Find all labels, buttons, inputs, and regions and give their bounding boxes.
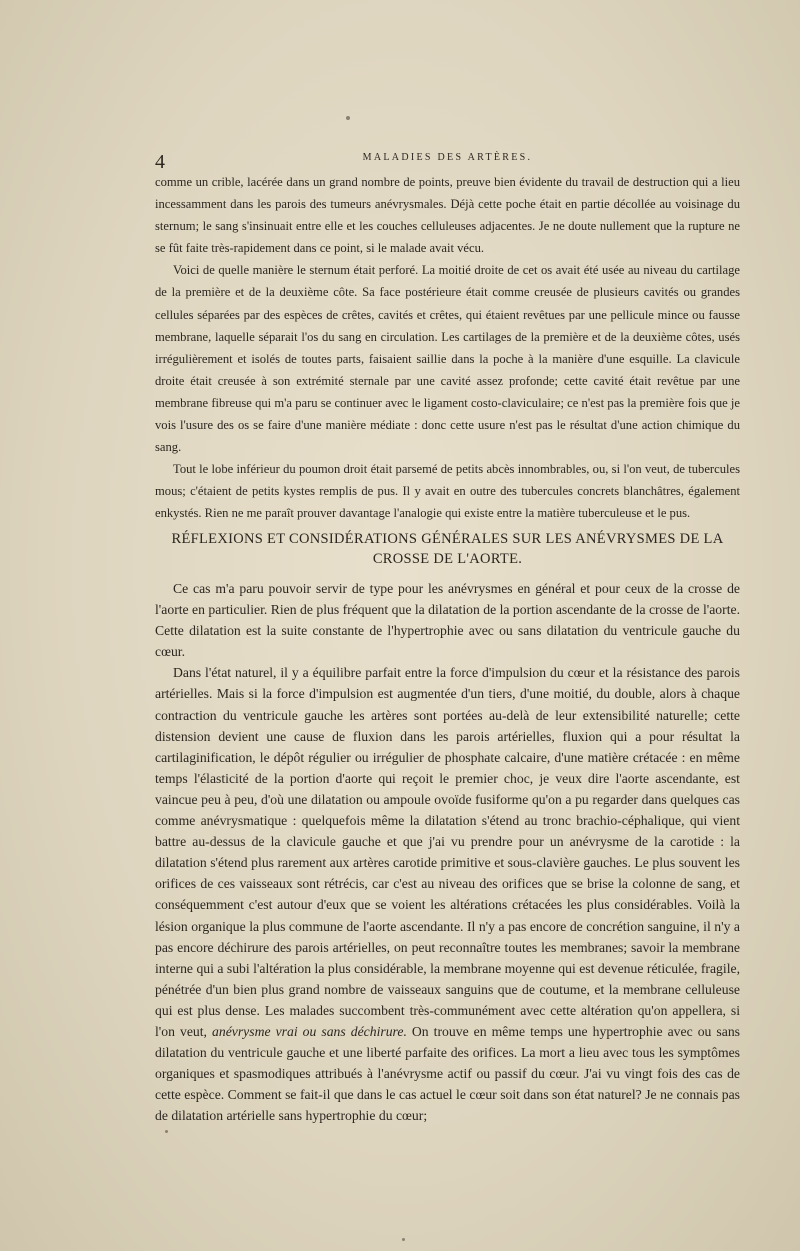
paragraph: Ce cas m'a paru pouvoir servir de type pour les anévrysmes en général et pour ceux de la crosse de l'aorte en particulier. Rien de plus fréquent que la dilatation de la portion ascendante de la crosse de l'aorte. Cette dilatation est la suite constante de l'hypertrophie avec ou sans dilatation du ventricule gauche du cœur. [155, 581, 740, 660]
case-continuation [155, 171, 740, 525]
ink-speck [402, 1238, 405, 1241]
paragraph: Voici de quelle manière le sternum était perforé. La moitié droite de cet os avait été usée au niveau du cartilage de la première et de la deuxième côte. Sa face postérieure était comme creusée de plusieurs cavités ou grandes cellules séparées par des espèces de crêtes, cavités et crêtes, qui étaient revêtues par une pellicule mince ou fausse membrane, laquelle séparait l'os du sang en circulation. Les cartilages de la première et de la deuxième côtes, usés irrégulièrement et isolés de toutes parts, faisaient saillie dans la poche à la manière d'une esquille. La clavicule droite était creusée à son extrémité sternale par une cavité assez profonde; cette cavité était revêtue par une membrane fibreuse qui m'a paru se continuer avec le ligament costo-claviculaire; ce n'est pas la première fois que je vois l'usure des os se faire d'une manière médiate : donc cette usure n'est pas le résultat d'une action chimique du sang. [155, 263, 740, 455]
section-heading [155, 529, 740, 569]
paragraph-text: Dans l'état naturel, il y a équilibre parfait entre la force d'impulsion du cœur et la résistance des parois artérielles. Mais si la force d'impulsion est augmentée d'un tiers, d'une moitié, du double, alors à chaque contraction du ventricule gauche les artères sont portées au-delà de leur extensibilité naturelle; cette distension devient une cause de fluxion dans les parois artérielles, fluxion qui a pour résultat la cartilaginification, le dépôt régulier ou irrégulier de phosphate calcaire, d'une matière crétacée : en même temps l'élasticité de la portion d'aorte qui reçoit le premier choc, je veux dire l'aorte ascendante, est vaincue peu à peu, d'où une dilatation ou ampoule ovoïde fusiforme qu'on a pu regarder dans quelques cas comme anévrysmatique : quelquefois même la dilatation s'étend au tronc brachio-céphalique, qui vient battre au-dessus de la clavicule gauche et que j'ai vu prendre pour un anévrysme de la carotide : la dilatation s'étend plus rarement aux artères carotide primitive et sous-clavière gauches. Le plus souvent les orifices de ces vaisseaux sont rétrécis, car c'est au niveau des orifices que se brise la colonne de sang, et conséquemment c'est autour d'eux que se voient les altérations crétacées les plus considérables. Voilà la lésion organique la plus commune de l'aorte ascendante. Il n'y a pas encore de concrétion sanguine, il n'y a pas encore déchirure des parois artérielles, on peut reconnaître toutes les membranes; savoir la membrane interne qui a subi l'altération la plus considérable, la membrane moyenne qui est devenue réticulée, fragile, pénétrée d'un bien plus grand nombre de vaisseaux sanguins que de coutume, et la membrane celluleuse qui est plus dense. Les malades succombent très-communément avec cette altération qu'on appellera, si l'on veut, [155, 665, 740, 1039]
running-title: MALADIES DES ARTÈRES. [362, 152, 533, 163]
section-body [155, 578, 740, 1126]
paragraph [155, 662, 740, 1126]
running-header [155, 148, 740, 173]
section-heading-line: RÉFLEXIONS ET CONSIDÉRATIONS GÉNÉRALES SUR LES ANÉVRYSMES DE LA [171, 531, 724, 547]
paragraph-text: On trouve en même temps une hypertrophie avec ou sans dilatation du ventricule gauche et une liberté parfaite des orifices. La mort a lieu avec tous les symptômes organiques et spasmodiques attribués à l'anévrysme actif ou passif du cœur. J'ai vu vingt fois des cas de cette espèce. Comment se fait-il que dans le cas actuel le cœur soit dans son état naturel? Je ne connais pas de dilatation artérielle sans hypertrophie du cœur; [155, 1023, 741, 1124]
paragraph: comme un crible, lacérée dans un grand nombre de points, preuve bien évidente du travail de destruction qui a lieu incessamment dans les parois des tumeurs anévrysmales. Déjà cette poche était en partie décollée au voisinage du sternum; le sang s'insinuait entre elle et les couches celluleuses adjacentes. Je ne doute nullement que la rupture ne se fût faite très-rapidement dans ce point, si le malade avait vécu. [155, 175, 740, 256]
paragraph: Tout le lobe inférieur du poumon droit était parsemé de petits abcès innombrables, ou, si l'on veut, de tubercules mous; c'étaient de petits kystes remplis de pus. Il y avait en outre des tubercules concrets blanchâtres, également enkystés. Rien ne me paraît prouver davantage l'analogie qui existe entre la matière tuberculeuse et le pus. [155, 462, 740, 521]
italic-term: anévrysme vrai ou sans déchirure. [212, 1023, 407, 1039]
page-number: 4 [155, 151, 165, 173]
ink-speck [165, 1130, 168, 1133]
section-heading-line: CROSSE DE L'AORTE. [372, 551, 523, 567]
ink-speck [346, 116, 350, 120]
